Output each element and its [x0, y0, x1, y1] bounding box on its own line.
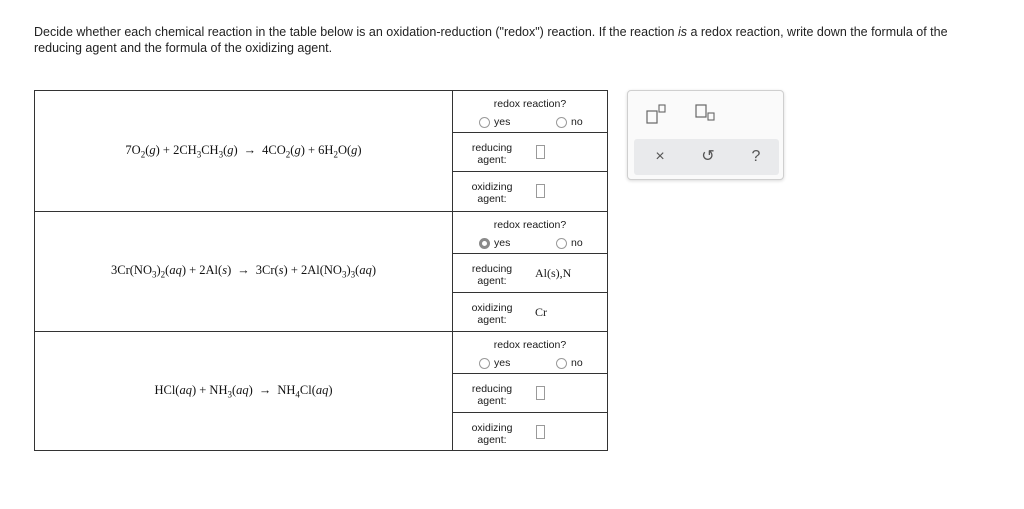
answer-cell: [453, 332, 607, 451]
redox-no-option[interactable]: [556, 357, 583, 369]
oxidizing-agent-label: oxidizing agent:: [471, 302, 513, 326]
oxidizing-agent-input[interactable]: [536, 425, 545, 439]
reaction-table: [34, 90, 608, 451]
redox-yes-radio[interactable]: [479, 238, 490, 249]
reducing-agent-label: reducing agent:: [471, 263, 513, 287]
tool-action-bar: [634, 139, 779, 175]
redox-yes-option[interactable]: [479, 357, 510, 369]
no-label: no: [571, 357, 583, 369]
redox-yes-radio[interactable]: [479, 358, 490, 369]
answer-cell: [453, 212, 607, 331]
oxidizing-agent-block: [453, 413, 607, 451]
subscript-box-icon[interactable]: [694, 103, 718, 125]
redox-no-radio[interactable]: [556, 117, 567, 128]
equation-cell: [35, 332, 453, 451]
equation-2: $3Cr(NO_3)_2(aq) + 2Al(s) \to 3Cr(s) + 2Al(NO_3)_3(aq)$: [111, 263, 376, 280]
oxidizing-agent-label: oxidizing agent:: [471, 422, 513, 446]
redox-question-label: redox reaction?: [493, 339, 567, 351]
reducing-agent-input[interactable]: [536, 145, 545, 159]
redox-no-radio[interactable]: [556, 238, 567, 249]
yes-label: yes: [494, 116, 511, 128]
equation-3: $HCl(aq) + NH_3(aq) \to NH_4Cl(aq)$: [154, 383, 333, 400]
equation-1: $7O_2(g) + 2CH_3CH_3(g) \to 4CO_2(g) + 6H_2O(g)$: [125, 142, 362, 160]
reaction-row-3: [35, 331, 607, 451]
oxidizing-agent-block: [453, 293, 607, 331]
reaction-row-1: [35, 91, 607, 211]
equation-cell: [35, 212, 453, 331]
instructions: [34, 24, 994, 56]
yes-label: yes: [494, 357, 511, 369]
redox-question-block: [453, 212, 607, 254]
reducing-agent-label: reducing agent:: [471, 383, 513, 407]
no-label: no: [571, 237, 583, 249]
superscript-box-icon[interactable]: [645, 103, 667, 125]
redox-question-block: [453, 332, 607, 374]
oxidizing-agent-input[interactable]: [536, 184, 545, 198]
reaction-row-2: [35, 211, 607, 331]
redox-yes-option[interactable]: [479, 237, 510, 249]
reducing-agent-block: [453, 374, 607, 413]
undo-icon[interactable]: ↺: [701, 148, 715, 165]
instructions-text-2: a redox reaction, write down the formula of the reducing agent and the formula of the oxidizing agent.: [34, 25, 948, 55]
reducing-agent-block: [453, 254, 607, 293]
redox-yes-radio[interactable]: [479, 117, 490, 128]
redox-yes-option[interactable]: [479, 116, 510, 128]
tool-palette: [627, 90, 784, 180]
redox-no-option[interactable]: [556, 116, 583, 128]
redox-no-option[interactable]: [556, 237, 583, 249]
oxidizing-agent-block: [453, 172, 607, 210]
redox-question-label: redox reaction?: [493, 98, 567, 110]
oxidizing-agent-input[interactable]: Cr: [535, 305, 547, 319]
redox-no-radio[interactable]: [556, 358, 567, 369]
redox-question-block: [453, 91, 607, 133]
answer-cell: [453, 91, 607, 211]
yes-label: yes: [494, 237, 511, 249]
reducing-agent-label: reducing agent:: [471, 142, 513, 166]
reducing-agent-block: [453, 133, 607, 172]
close-icon[interactable]: ×: [655, 148, 665, 165]
instructions-emphasis: is: [677, 25, 687, 39]
help-icon[interactable]: ?: [751, 148, 761, 165]
redox-question-label: redox reaction?: [493, 219, 567, 231]
reducing-agent-input[interactable]: Al(s),N: [535, 266, 572, 280]
reducing-agent-input[interactable]: [536, 386, 545, 400]
instructions-text-1: Decide whether each chemical reaction in the table below is an oxidation-reduction ("redox") reaction. If the reaction: [34, 25, 678, 39]
oxidizing-agent-label: oxidizing agent:: [471, 181, 513, 205]
equation-cell: [35, 91, 453, 211]
no-label: no: [571, 116, 583, 128]
